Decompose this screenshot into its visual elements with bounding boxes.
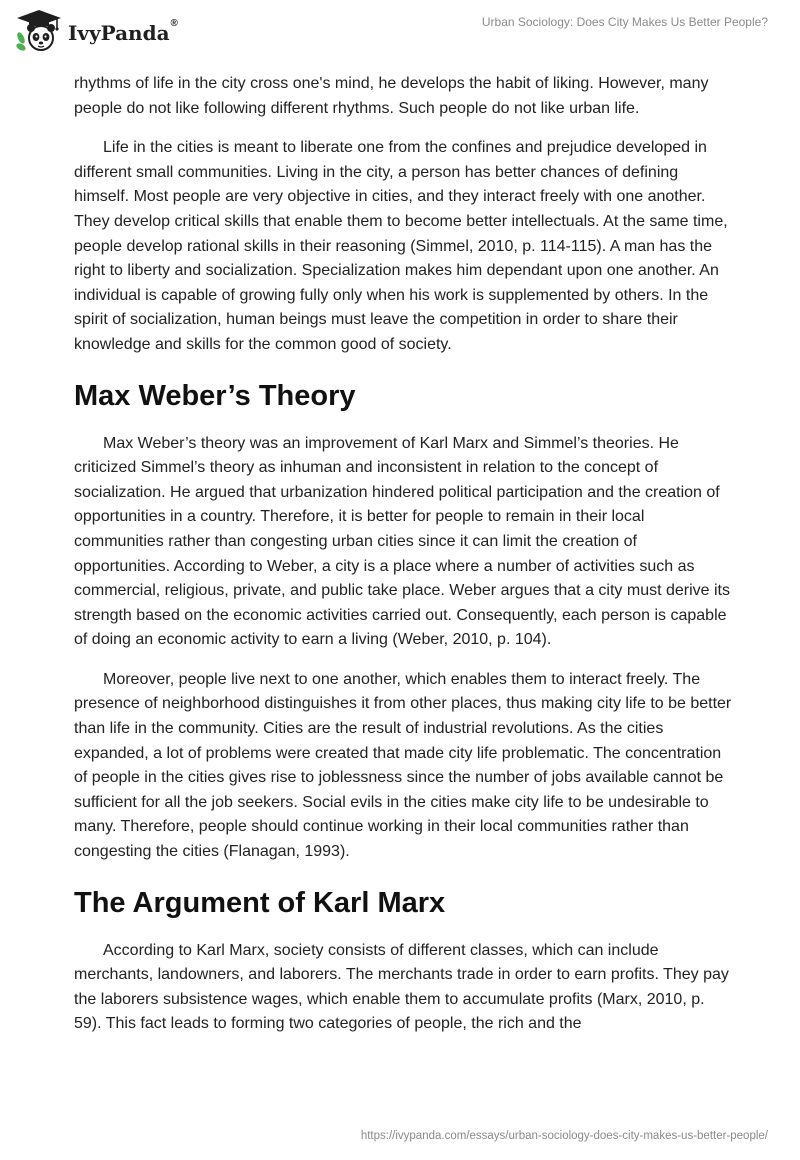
panda-graduate-icon <box>15 8 63 57</box>
logo-wordmark: IvyPanda® <box>68 18 178 45</box>
source-url[interactable]: https://ivypanda.com/essays/urban-sociology-does-city-makes-us-better-people/ <box>360 1130 768 1142</box>
page-header <box>0 0 800 64</box>
registered-mark: ® <box>170 18 178 29</box>
section-heading: The Argument of Karl Marx <box>74 886 446 919</box>
document-title: Urban Sociology: Does City Makes Us Better People? <box>481 15 768 29</box>
paragraph: According to Karl Marx, society consists of different classes, which can include merchants, landowners, and laborers. The merchants trade in order to earn profits. They pay the laborers subsistence wages, which enable them to accumulate profits (Marx, 2010, p. 59). This fact leads to forming two categories of people, the rich and the <box>74 941 729 1033</box>
ivypanda-logo[interactable] <box>15 10 178 54</box>
paragraph: Max Weber’s theory was an improvement of Karl Marx and Simmel’s theories. He criticized Simmel’s theory as inhuman and inconsistent in relation to the concept of socialization. He argued that urbanization hindered political participation and the creation of opportunities in a country. Therefore, it is better for people to remain in their local communities rather than congesting urban cities since it can limit the creation of opportunities. According to Weber, a city is a place where a number of activities such as commercial, religious, private, and public take place. Weber argues that a city must derive its strength based on the economic activities carried out. Consequently, each person is capable of doing an economic activity to earn a living (Weber, 2010, p. 104). <box>74 434 730 649</box>
paragraph: rhythms of life in the city cross one's mind, he develops the habit of liking. However, many people do not like following different rhythms. Such people do not like urban life. <box>74 75 709 117</box>
section-heading: Max Weber’s Theory <box>74 379 356 412</box>
essay-content <box>74 72 734 1052</box>
paragraph: Moreover, people live next to one another, which enables them to interact freely. The presence of neighborhood distinguishes it from other places, thus making city life to be better than life in the community. Cities are the result of industrial revolutions. As the cities expanded, a lot of problems were created that made city life problematic. The concentration of people in the cities gives rise to joblessness since the number of jobs available cannot be sufficient for all the job seekers. Social evils in the cities make city life to be undesirable to many. Therefore, people should continue working in their local communities rather than congesting the cities (Flanagan, 1993). <box>74 670 732 861</box>
paragraph: Life in the cities is meant to liberate one from the confines and prejudice developed in different small communities. Living in the city, a person has better chances of defining himself. Most people are very objective in cities, and they interact freely with one another. They develop critical skills that enable them to become better intellectuals. At the same time, people develop rational skills in their reasoning (Simmel, 2010, p. 114-115). A man has the right to liberty and socialization. Specialization makes him dependant upon one another. An individual is capable of growing fully only when his work is supplemented by others. In the spirit of socialization, human beings must leave the competition in order to share their knowledge and skills for the common good of society. <box>74 139 728 353</box>
